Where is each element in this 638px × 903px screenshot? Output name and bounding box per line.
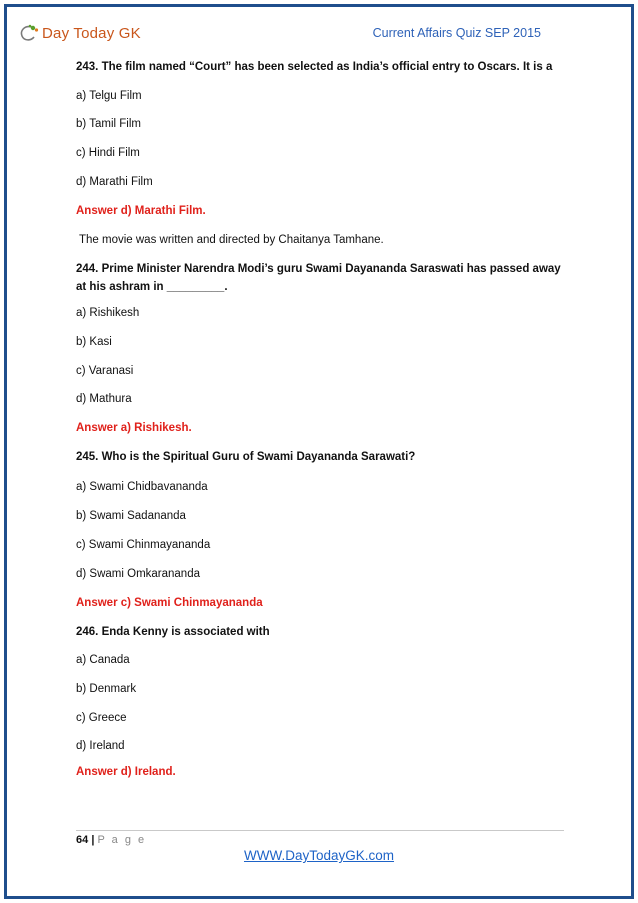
footer-divider bbox=[76, 830, 564, 831]
option: c) Greece bbox=[76, 712, 127, 724]
site-logo bbox=[18, 22, 141, 44]
logo-text: Day Today GK bbox=[42, 24, 141, 42]
question-243: 243. The film named “Court” has been selected as India’s official entry to Oscars. It is a bbox=[76, 61, 553, 73]
option: c) Hindi Film bbox=[76, 147, 140, 159]
option: b) Kasi bbox=[76, 336, 112, 348]
option: a) Swami Chidbavananda bbox=[76, 481, 208, 493]
question-246: 246. Enda Kenny is associated with bbox=[76, 626, 270, 638]
option: a) Canada bbox=[76, 654, 130, 666]
option: b) Swami Sadananda bbox=[76, 510, 186, 522]
option: a) Telgu Film bbox=[76, 90, 142, 102]
question-244-line2: at his ashram in _________. bbox=[76, 281, 228, 293]
option: b) Tamil Film bbox=[76, 118, 141, 130]
option: c) Varanasi bbox=[76, 365, 134, 377]
answer-243: Answer d) Marathi Film. bbox=[76, 205, 206, 217]
website-link[interactable]: WWW.DayTodayGK.com bbox=[243, 848, 395, 863]
answer-246: Answer d) Ireland. bbox=[76, 766, 176, 778]
page-number bbox=[76, 834, 146, 846]
question-244-line1: 244. Prime Minister Narendra Modi’s guru Swami Dayananda Saraswati has passed away bbox=[76, 263, 561, 275]
page-number-value: 64 bbox=[76, 834, 89, 846]
option: a) Rishikesh bbox=[76, 307, 140, 319]
answer-244: Answer a) Rishikesh. bbox=[76, 422, 192, 434]
option: b) Denmark bbox=[76, 683, 137, 695]
option: d) Ireland bbox=[76, 740, 125, 752]
option: c) Swami Chinmayananda bbox=[76, 539, 211, 551]
option: d) Mathura bbox=[76, 393, 132, 405]
option: d) Marathi Film bbox=[76, 176, 153, 188]
option: d) Swami Omkarananda bbox=[76, 568, 200, 580]
question-245: 245. Who is the Spiritual Guru of Swami Dayananda Sarawati? bbox=[76, 451, 416, 463]
page-label: P a g e bbox=[97, 834, 147, 846]
answer-note: The movie was written and directed by Chaitanya Tamhane. bbox=[79, 234, 384, 246]
logo-swirl-icon bbox=[18, 23, 40, 43]
page-separator: | bbox=[91, 834, 95, 846]
answer-245: Answer c) Swami Chinmayananda bbox=[76, 597, 263, 609]
header-title: Current Affairs Quiz SEP 2015 bbox=[372, 26, 541, 40]
